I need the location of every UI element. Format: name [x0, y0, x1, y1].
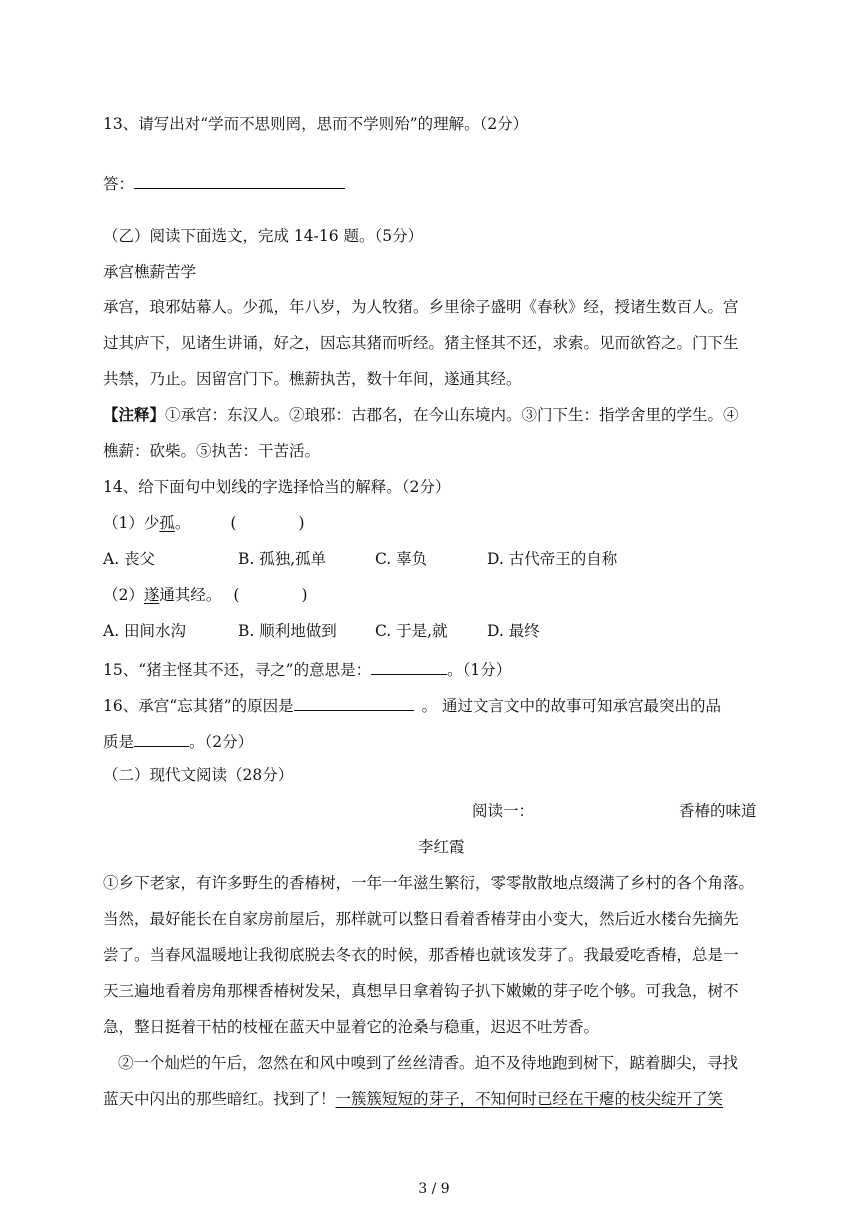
q14-sub1-option-a[interactable]: A. 丧父: [103, 550, 156, 568]
p2-underlined-sentence: 一簇簇短短的芽子，不知何时已经在干瘪的枝尖绽开了笑: [335, 1090, 724, 1108]
q14-sub2-prefix: （2）: [103, 586, 144, 604]
q14-sub2-underlined-char: 遂: [143, 586, 160, 604]
q16-points: 。（2分）: [189, 733, 254, 751]
page-number: 3 / 9: [418, 1181, 450, 1197]
q14-sub2-answer-paren[interactable]: ( ): [233, 586, 308, 604]
q16-blank-1[interactable]: [294, 692, 414, 711]
q15-blank[interactable]: [371, 656, 447, 675]
q16-text-1: 16、承宫“忘其猪”的原因是: [103, 697, 294, 715]
q14-sub1: [103, 512, 305, 534]
question-16-line-2: [103, 728, 253, 753]
q14-sub1-prefix: （1）少: [103, 514, 160, 532]
q14-sub2-option-c[interactable]: C. 于是,就: [375, 622, 448, 640]
q16-text-3: 质是: [103, 733, 135, 751]
answer-blank[interactable]: [134, 170, 345, 189]
question-15: [103, 656, 511, 681]
p2-line-2: [103, 1088, 763, 1110]
answer-line-13: [103, 170, 345, 195]
p1-line-1: ①乡下老家，有许多野生的香椿树，一年一年滋生繁衍，零零散散地点缀满了乡村的各个角落。: [103, 874, 755, 892]
q14-sub1-option-b[interactable]: B. 孤独,孤单: [238, 550, 327, 568]
p1-line-5: 急，整日挺着干枯的枝桠在蓝天中显着它的沧桑与稳重，迟迟不吐芳香。: [103, 1018, 600, 1036]
q14-sub1-option-d[interactable]: D. 古代帝王的自称: [487, 550, 618, 568]
q16-text-2: 。 通过文言文中的故事可知承宫最突出的品: [421, 697, 722, 715]
p2-plain-text: 蓝天中闪出的那些暗红。找到了！: [103, 1090, 336, 1108]
question-13: 13、请写出对“学而不思则罔，思而不学则殆”的理解。（2分）: [103, 115, 529, 133]
q14-sub1-underlined-char: 孤: [159, 514, 175, 532]
q14-sub2-suffix: 通其经。: [159, 586, 222, 604]
q16-blank-2[interactable]: [134, 728, 189, 747]
q15-text: 15、“猪主怪其不还，寻之”的意思是：: [103, 661, 372, 679]
p1-line-2: 当然，最好能长在自家房前屋后，那样就可以整日看着香椿芽由小变大，然后近水楼台先摘先: [103, 910, 739, 928]
annotation-text-1: ①承宫：东汉人。②琅邪：古郡名，在今山东境内。③门下生：指学舍里的学生。④: [165, 406, 739, 424]
passage-line-1: 承宫，琅邪姑幕人。少孤，年八岁，为人牧猪。乡里徐子盛明《春秋》经，授诸生数百人。宫: [103, 298, 739, 316]
passage-title: 承宫樵薪苦学: [103, 263, 197, 281]
annotation-label: 【注释】: [103, 405, 166, 424]
article-title: 香椿的味道: [679, 802, 757, 820]
q14-sub1-suffix: 。: [174, 514, 191, 532]
q14-sub1-option-c[interactable]: C. 辜负: [375, 550, 428, 568]
passage-line-2: 过其庐下，见诸生讲诵，好之，因忘其猪而听经。猪主怪其不还，求索。见而欲笞之。门下生: [103, 334, 739, 352]
q14-sub2-option-b[interactable]: B. 顺利地做到: [238, 622, 337, 640]
question-14: 14、给下面句中划线的字选择恰当的解释。（2分）: [103, 478, 451, 496]
answer-label: 答：: [103, 175, 135, 193]
reading-label: 阅读一：: [472, 802, 535, 820]
question-16-line-1: [103, 692, 721, 717]
section-yi-heading: （乙）阅读下面选文，完成 14-16 题。（5分）: [103, 227, 424, 245]
p2-line-1: ②一个灿烂的午后，忽然在和风中嗅到了丝丝清香。迫不及待地跑到树下，踮着脚尖，寻找: [118, 1054, 739, 1072]
q14-sub1-answer-paren[interactable]: ( ): [230, 514, 305, 532]
annotation-line-1: [103, 404, 763, 426]
q14-sub2: [103, 584, 308, 606]
article-author: 李红霞: [418, 838, 465, 856]
p1-line-4: 天三遍地看着房角那棵香椿树发呆，真想早日拿着钩子扒下嫩嫩的芽子吃个够。可我急，树不: [103, 982, 739, 1000]
annotation-line-2: 樵薪：砍柴。⑤执苦：干苦活。: [103, 442, 321, 460]
p1-line-3: 尝了。当春风温暖地让我彻底脱去冬衣的时候，那香椿也就该发芽了。我最爱吃香椿，总是一: [103, 946, 739, 964]
passage-line-3: 共禁，乃止。因留宫门下。樵薪执苦，数十年间，遂通其经。: [103, 370, 522, 388]
section-modern-heading: （二）现代文阅读（28分）: [103, 766, 294, 784]
q14-sub2-option-a[interactable]: A. 田间水沟: [103, 622, 187, 640]
q15-points: 。（1分）: [447, 661, 512, 679]
q14-sub2-option-d[interactable]: D. 最终: [487, 622, 540, 640]
